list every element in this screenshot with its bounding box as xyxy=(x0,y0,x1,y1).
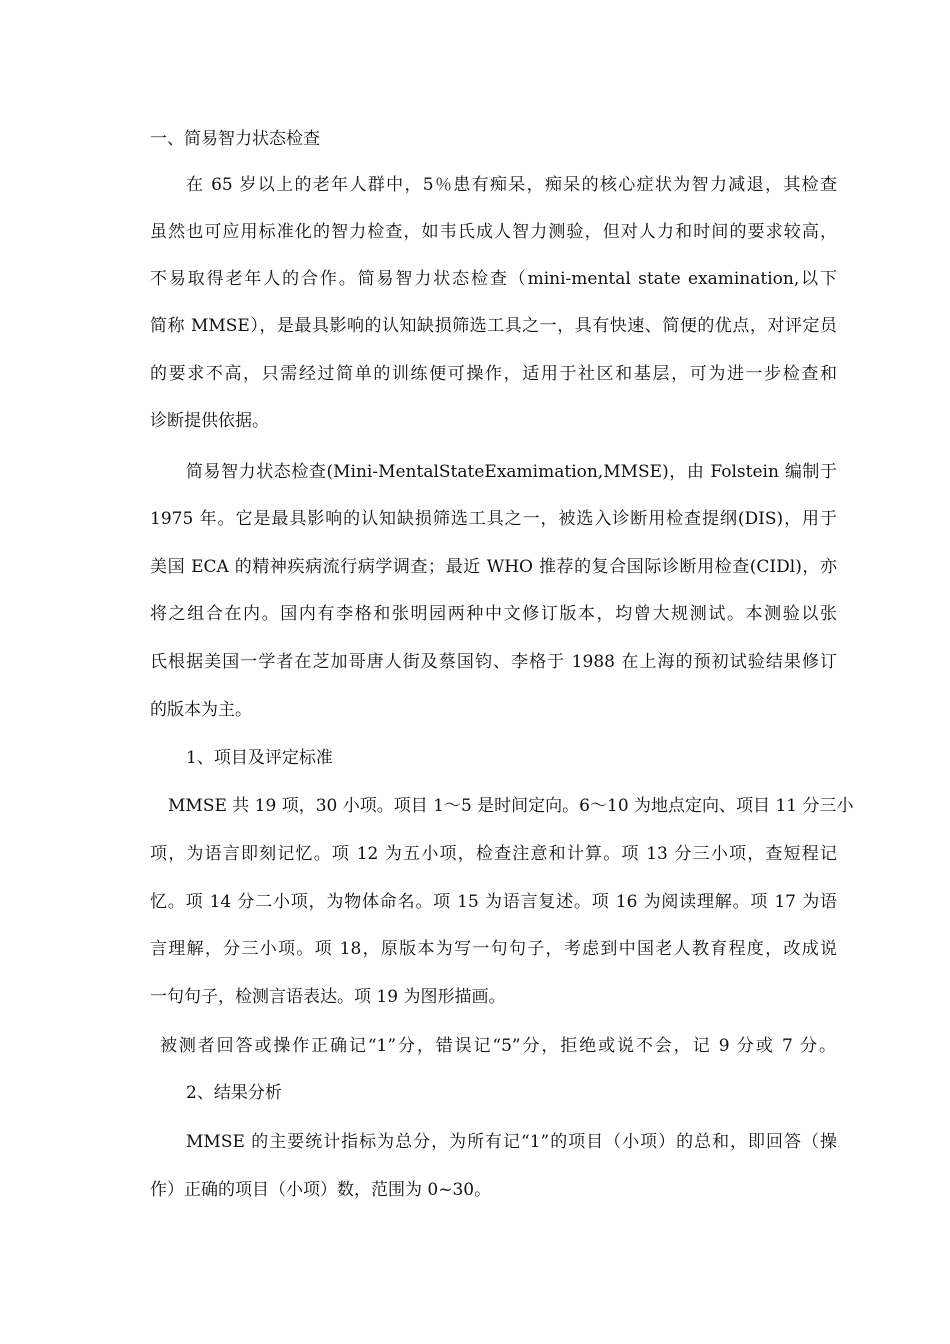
paragraph-line: 被测者回答或操作正确记“1”分，错误记“5”分，拒绝或说不会，记 9 分或 7 分。 xyxy=(160,1036,836,1056)
section-heading: 一、简易智力状态检查 xyxy=(150,129,320,149)
paragraph-line: 诊断提供依据。 xyxy=(150,411,269,431)
paragraph-line: 氏根据美国一学者在芝加哥唐人街及蔡国钧、李格于 1988 在上海的预初试验结果修订 xyxy=(150,652,837,672)
paragraph-line: 言理解，分三小项。项 18，原版本为写一句句子，考虑到中国老人教育程度，改成说 xyxy=(150,939,837,959)
paragraph-line: 忆。项 14 分二小项，为物体命名。项 15 为语言复述。项 16 为阅读理解。项 17 为语 xyxy=(150,892,837,912)
paragraph-line: 简称 MMSE），是最具影响的认知缺损筛选工具之一，具有快速、简便的优点，对评定员 xyxy=(150,316,837,336)
paragraph-line: 的要求不高，只需经过简单的训练便可操作，适用于社区和基层，可为进一步检查和 xyxy=(150,364,837,384)
paragraph-line: 作）正确的项目（小项）数，范围为 0~30。 xyxy=(150,1180,492,1200)
subsection-heading: 2、结果分析 xyxy=(186,1083,282,1103)
paragraph-line: 在 65 岁以上的老年人群中，5％患有痴呆，痴呆的核心症状为智力减退，其检查 xyxy=(186,175,837,195)
paragraph-line: MMSE 的主要统计指标为总分，为所有记“1”的项目（小项）的总和，即回答（操 xyxy=(186,1132,837,1152)
paragraph-line: 一句句子，检测言语表达。项 19 为图形描画。 xyxy=(150,987,506,1007)
paragraph-line: 简易智力状态检查(Mini-MentalStateExamimation,MMSE)，由 Folstein 编制于 xyxy=(186,462,837,482)
paragraph-line: 的版本为主。 xyxy=(150,700,252,720)
paragraph-line: 美国 ECA 的精神疾病流行病学调查；最近 WHO 推荐的复合国际诊断用检查(CIDl)，亦 xyxy=(150,557,837,577)
paragraph-line: MMSE 共 19 项，30 小项。项目 1～5 是时间定向。6～10 为地点定向、项目 11 分三小 xyxy=(168,796,854,816)
paragraph-line: 虽然也可应用标准化的智力检查，如韦氏成人智力测验，但对人力和时间的要求较高， xyxy=(150,222,837,242)
subsection-heading: 1、项目及评定标准 xyxy=(186,748,333,768)
paragraph-line: 项，为语言即刻记忆。项 12 为五小项，检查注意和计算。项 13 分三小项，查短程记 xyxy=(150,844,837,864)
paragraph-line: 1975 年。它是最具影响的认知缺损筛选工具之一，被选入诊断用检查提纲(DIS)，用于 xyxy=(150,509,837,529)
paragraph-line: 将之组合在内。国内有李格和张明园两种中文修订版本，均曾大规测试。本测验以张 xyxy=(150,604,837,624)
paragraph-line: 不易取得老年人的合作。简易智力状态检查（mini-mental state examination,以下 xyxy=(150,269,837,289)
